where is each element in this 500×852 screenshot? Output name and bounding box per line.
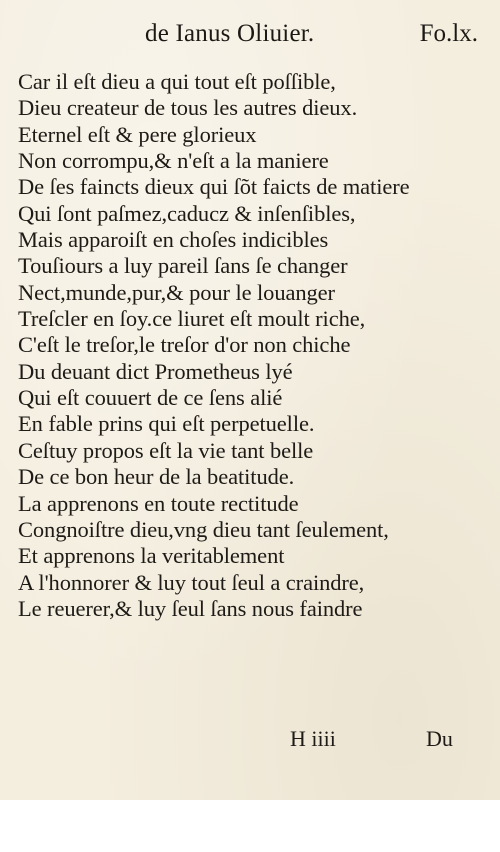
verse-line: Et apprenons la veritablement	[18, 543, 285, 569]
verse-line: C'eſt le treſor,le treſor d'or non chiche	[18, 332, 351, 358]
verse-line: Nect,munde,pur,& pour le louanger	[18, 279, 335, 305]
verse-line: En fable prins qui eſt perpetuelle.	[18, 411, 315, 437]
verse-line: Eternel eſt & pere glorieux	[18, 121, 257, 147]
verse-line: Touſiours a luy pareil ſans ſe changer	[18, 253, 348, 279]
catchword: Du	[426, 726, 453, 751]
verse-line: Qui ſont paſmez,caducz & inſenſibles,	[18, 200, 356, 226]
verse-line: Congnoiſtre dieu,vng dieu tant ſeulement,	[18, 516, 389, 542]
verse-line: Dieu createur de tous les autres dieux.	[18, 95, 358, 121]
verse-line: Mais apparoiſt en choſes indicibles	[18, 227, 329, 253]
verse-text	[18, 69, 478, 622]
verse-line: Car il eſt dieu a qui tout eſt poſſible,	[18, 69, 336, 94]
verse-line: De ſes faincts dieux qui ſõt faicts de matiere	[18, 174, 410, 200]
verse-line: Non corrompu,& n'eſt a la maniere	[18, 148, 329, 174]
verse-line: Ceſtuy propos eſt la vie tant belle	[18, 437, 314, 463]
page-footer	[0, 726, 500, 756]
verse-line: Du deuant dict Prometheus lyé	[18, 358, 293, 384]
verse-line: Le reuerer,& luy ſeul ſans nous faindre	[18, 595, 363, 621]
page-header	[0, 20, 500, 56]
folio-number: Fo.lx.	[419, 20, 478, 47]
signature-mark: H iiii	[290, 726, 336, 751]
verse-line: Treſcler en ſoy.ce liuret eſt moult riche,	[18, 306, 366, 332]
verse-line: La apprenons en toute rectitude	[18, 490, 299, 516]
page-margin	[0, 800, 500, 852]
running-title: de Ianus Oliuier.	[145, 20, 315, 47]
verse-line: De ce bon heur de la beatitude.	[18, 464, 295, 490]
verse-line: A l'honnorer & luy tout ſeul a craindre,	[18, 569, 365, 595]
verse-line: Qui eſt couuert de ce ſens alié	[18, 385, 283, 411]
